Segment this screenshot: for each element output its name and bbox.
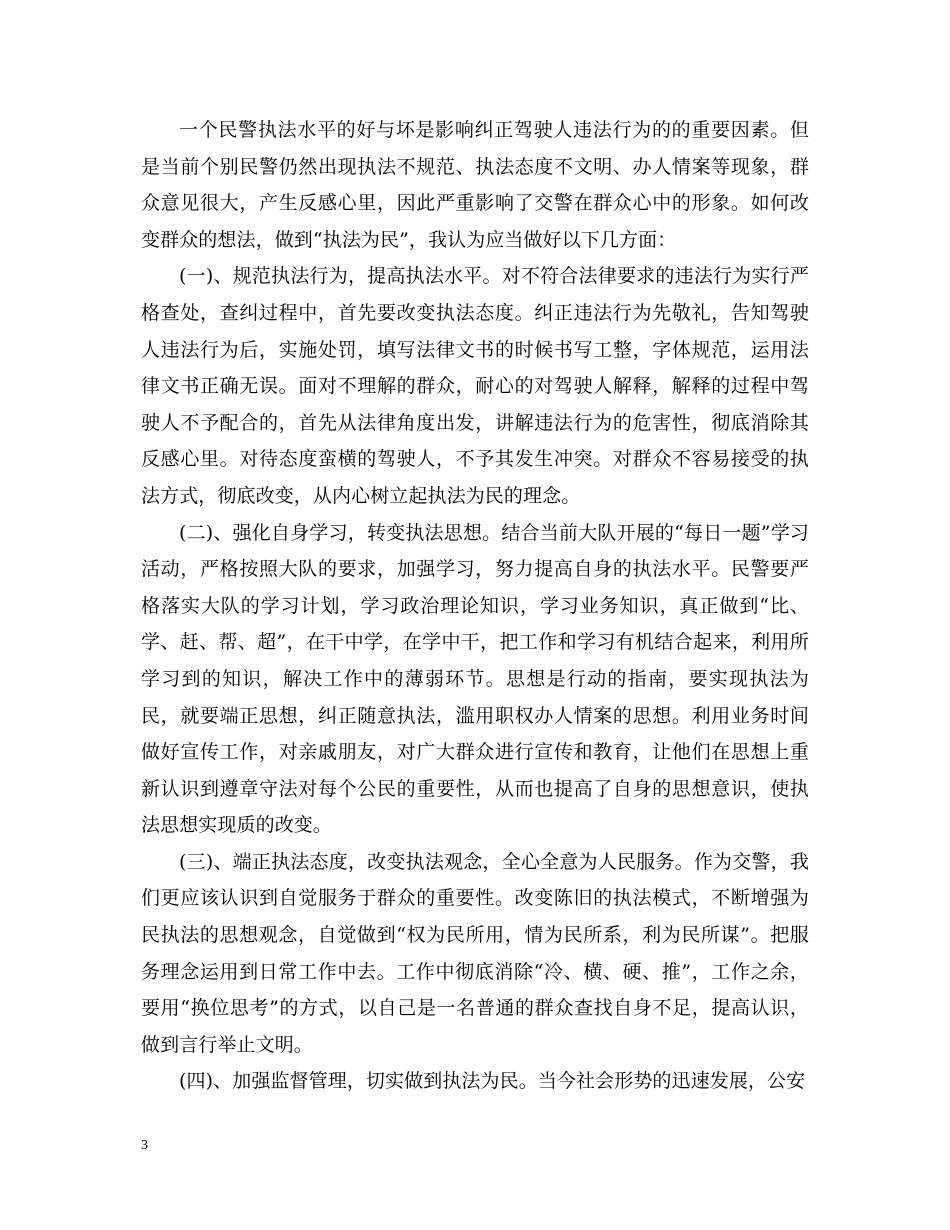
paragraph-section-4: (四)、加强监督管理，切实做到执法为民。当今社会形势的迅速发展，公安 <box>179 1070 806 1093</box>
document-body <box>141 112 809 1100</box>
paragraph-intro: 一个民警执法水平的好与坏是影响纠正驾驶人违法行为的的重要因素。但是当前个别民警仍然出现执法不规范、执法态度不文明、办人情案等现象，群众意见很大，产生反感心里，因此严重影响了交警在群众心中的形象。如何改变群众的想法，做到“执法为民”，我认为应当做好以下几方面： <box>141 119 809 251</box>
page-number: 3 <box>141 1138 148 1153</box>
paragraph-section-3: (三)、端正执法态度，改变执法观念，全心全意为人民服务。作为交警，我们更应该认识到自觉服务于群众的重要性。改变陈旧的执法模式，不断增强为民执法的思想观念，自觉做到“权为民所用，情为民所系，利为民所谋”。把服务理念运用到日常工作中去。工作中彻底消除“冷、横、硬、推”，工作之余，要用“换位思考”的方式，以自己是一名普通的群众查找自身不足，提高认识，做到言行举止文明。 <box>141 850 809 1056</box>
paragraph-section-2: (二)、强化自身学习，转变执法思想。结合当前大队开展的“每日一题”学习活动，严格按照大队的要求，加强学习，努力提高自身的执法水平。民警要严格落实大队的学习计划，学习政治理论知识，学习业务知识，真正做到“比、学、赶、帮、超”，在干中学，在学中干，把工作和学习有机结合起来，利用所学习到的知识，解决工作中的薄弱环节。思想是行动的指南，要实现执法为民，就要端正思想，纠正随意执法，滥用职权办人情案的思想。利用业务时间做好宣传工作，对亲戚朋友，对广大群众进行宣传和教育，让他们在思想上重新认识到遵章守法对每个公民的重要性，从而也提高了自身的思想意识，使执法思想实现质的改变。 <box>141 521 809 837</box>
paragraph-section-1: (一)、规范执法行为，提高执法水平。对不符合法律要求的违法行为实行严格查处，查纠过程中，首先要改变执法态度。纠正违法行为先敬礼，告知驾驶人违法行为后，实施处罚，填写法律文书的时候书写工整，字体规范，运用法律文书正确无误。面对不理解的群众，耐心的对驾驶人解释，解释的过程中驾驶人不予配合的，首先从法律角度出发，讲解违法行为的危害性，彻底消除其反感心里。对待态度蛮横的驾驶人，不予其发生冲突。对群众不容易接受的执法方式，彻底改变，从内心树立起执法为民的理念。 <box>141 265 809 507</box>
